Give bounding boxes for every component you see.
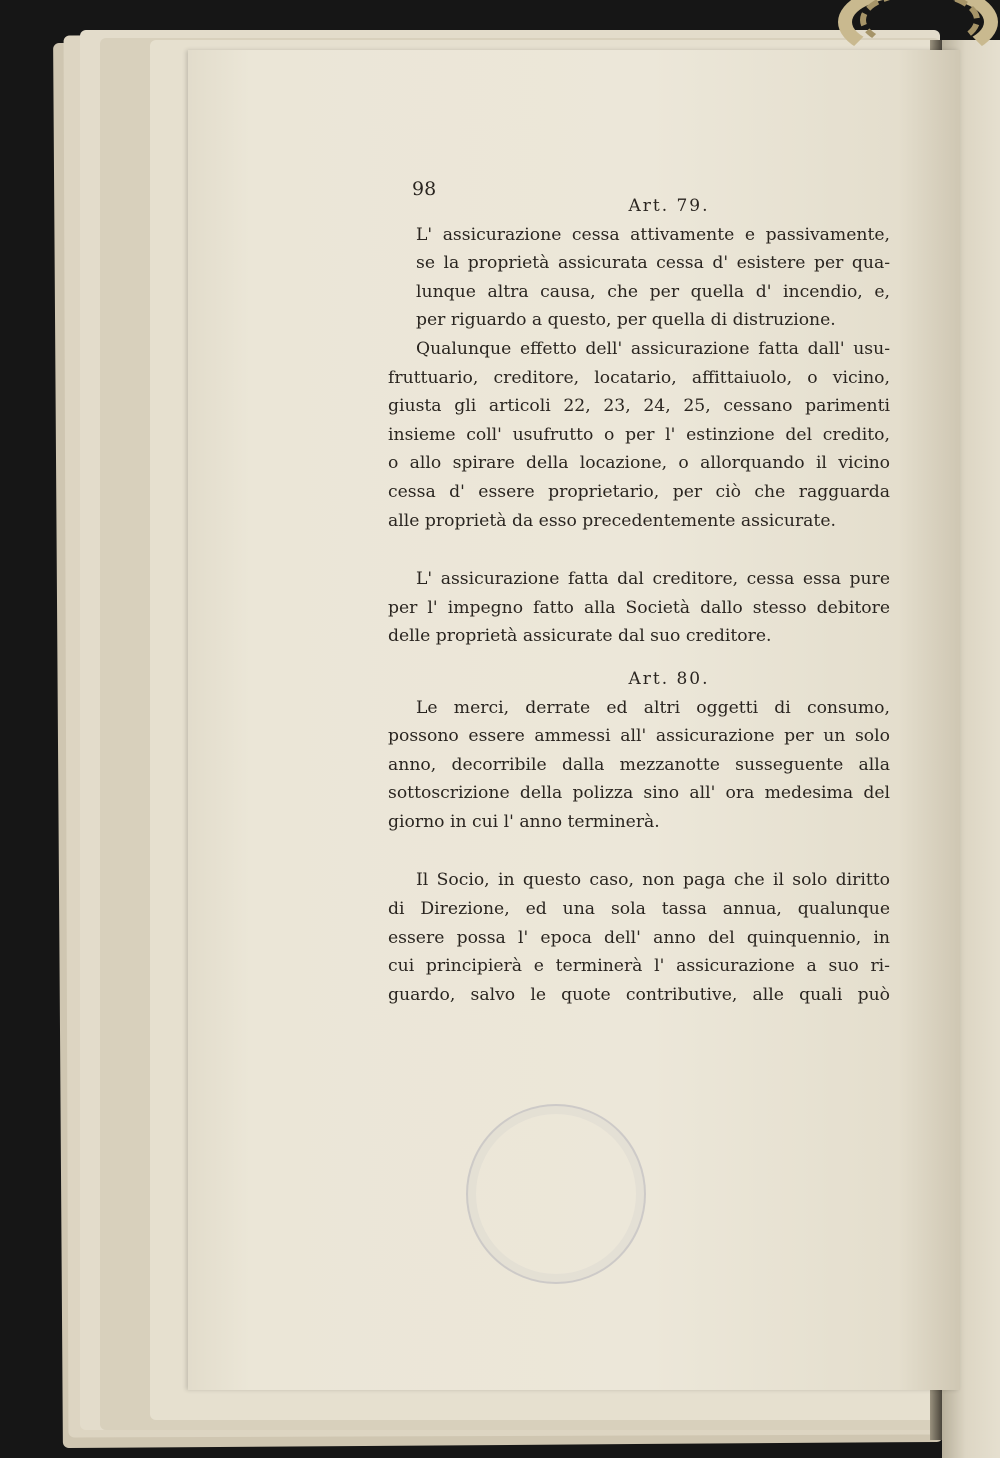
text-line: se la proprietà assicurata cessa d' esistere per qua-	[416, 253, 890, 274]
text-line: lunque altra causa, che per quella d' incendio, e,	[416, 281, 890, 302]
text-line: alle proprietà da esso precedentemente assicurate.	[388, 510, 836, 531]
paragraph	[388, 565, 890, 651]
text-line: per l' impegno fatto alla Società dallo stesso debitore	[388, 597, 890, 618]
text-line: di Direzione, ed una sola tassa annua, qualunque	[388, 899, 890, 920]
paragraph	[388, 335, 890, 535]
text-line: fruttuario, creditore, locatario, affittaiuolo, o vicino,	[388, 367, 890, 388]
text-line: L' assicurazione fatta dal creditore, cessa essa pure	[416, 569, 890, 590]
text-line: cessa d' essere proprietario, per ciò che ragguarda	[388, 481, 890, 502]
text-line: anno, decorribile dalla mezzanotte susseguente alla	[388, 754, 890, 775]
text-line: L' assicurazione cessa attivamente e passivamente,	[416, 224, 890, 245]
paragraph	[388, 221, 890, 335]
text-line: o allo spirare della locazione, o allorquando il vicino	[388, 453, 890, 474]
article-heading: Art. 80.	[628, 668, 710, 689]
text-line: sottoscrizione della polizza sino all' ora medesima del	[388, 783, 890, 804]
text-line: giusta gli articoli 22, 23, 24, 25, cessano parimenti	[388, 396, 890, 417]
library-stamp	[466, 1104, 646, 1284]
text-line: essere possa l' epoca dell' anno del quinquennio, in	[388, 927, 890, 948]
text-line: guardo, salvo le quote contributive, alle quali può	[388, 984, 890, 1005]
text-line: Le merci, derrate ed altri oggetti di consumo,	[416, 697, 890, 718]
page-number: 98	[412, 178, 437, 200]
text-line: delle proprietà assicurate dal suo creditore.	[388, 626, 772, 647]
article-heading: Art. 79.	[628, 196, 710, 216]
page-text	[388, 178, 890, 1009]
text-line: cui principierà e terminerà l' assicurazione a suo ri-	[388, 956, 890, 977]
text-line: possono essere ammessi all' assicurazione per un solo	[388, 726, 890, 747]
paragraph	[388, 866, 890, 1009]
text-line: giorno in cui l' anno terminerà.	[388, 811, 660, 832]
text-line: per riguardo a questo, per quella di distruzione.	[416, 310, 836, 331]
text-line: insieme coll' usufrutto o per l' estinzione del credito,	[388, 424, 890, 445]
text-line: Il Socio, in questo caso, non paga che il solo diritto	[416, 870, 890, 891]
text-line: Qualunque effetto dell' assicurazione fatta dall' usu-	[416, 338, 890, 359]
paragraph	[388, 694, 890, 837]
